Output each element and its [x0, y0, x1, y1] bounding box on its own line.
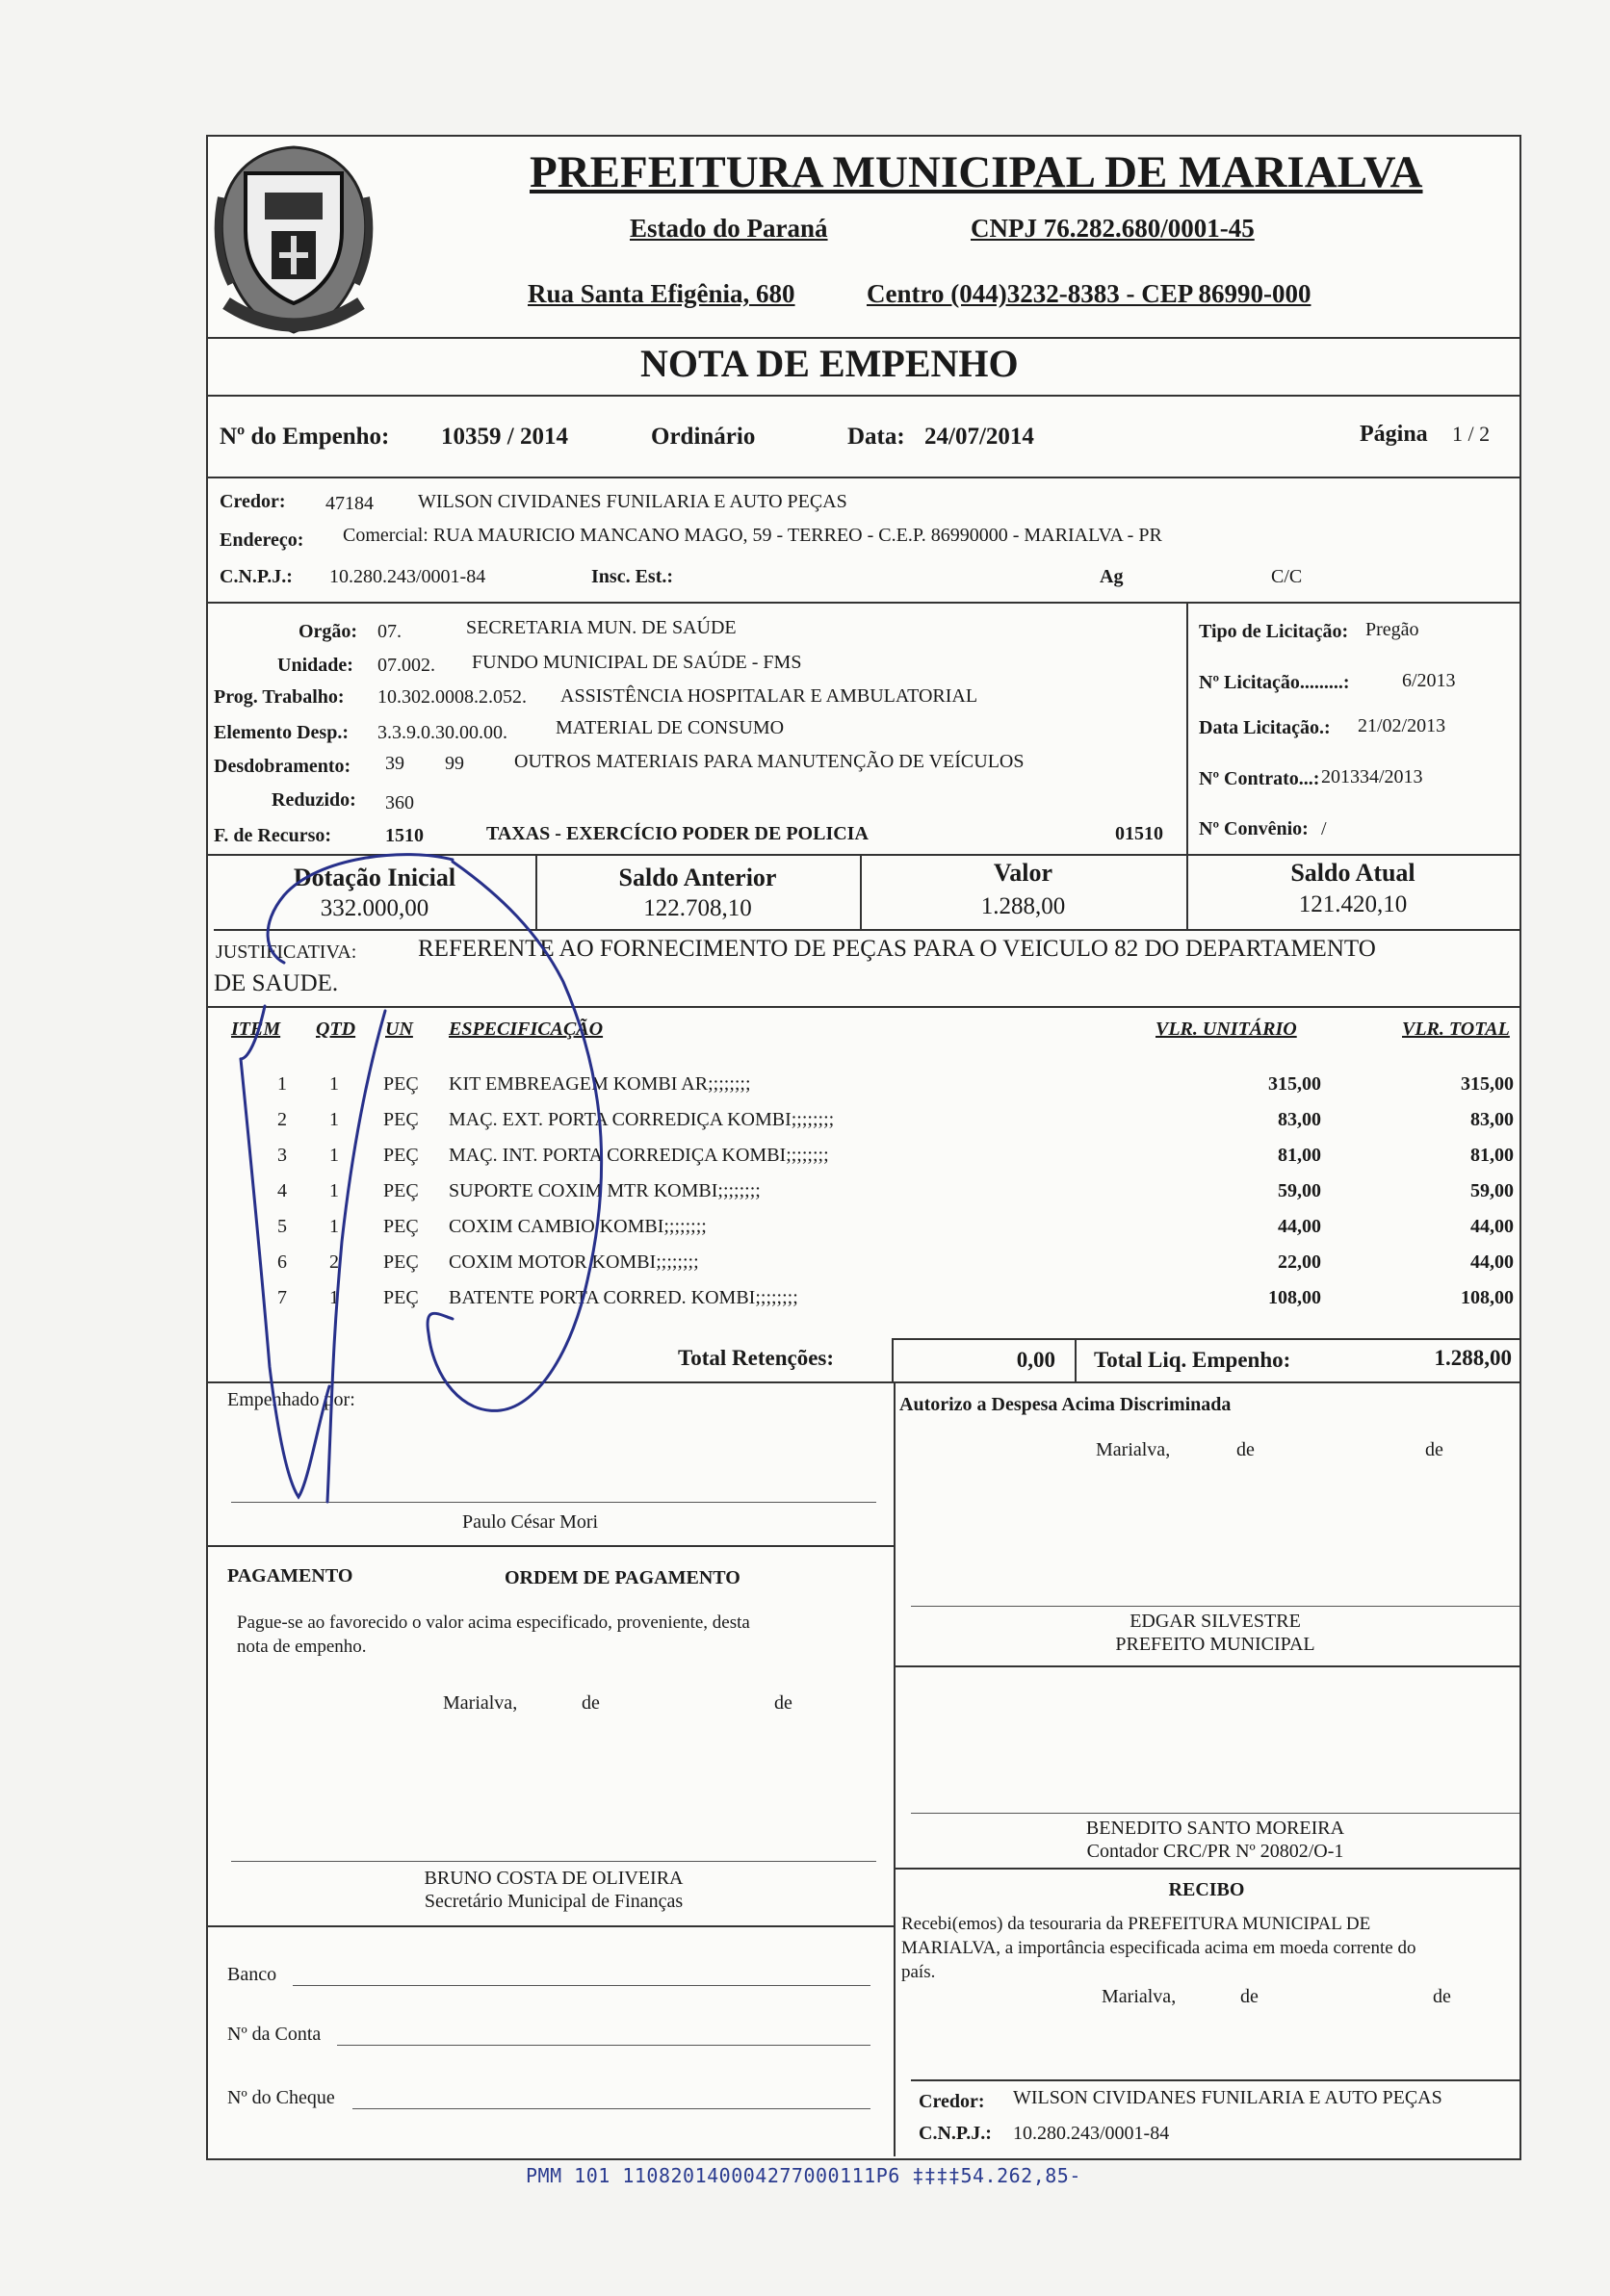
autorizo-label: Autorizo a Despesa Acima Discriminada [899, 1394, 1232, 1415]
col-total: VLR. TOTAL [1402, 1019, 1510, 1040]
row-un: PEÇ [383, 1180, 419, 1201]
liq-label: Total Liq. Empenho: [1094, 1348, 1291, 1372]
contador-title: Contador CRC/PR Nº 20802/O-1 [1086, 1841, 1344, 1862]
pague-de1: de [582, 1692, 600, 1714]
row-desc: COXIM MOTOR KOMBI;;;;;;;; [449, 1251, 699, 1273]
col-un: UN [385, 1019, 413, 1040]
row-item: 2 [277, 1109, 287, 1130]
recibo-cnpj-label: C.N.P.J.: [919, 2123, 992, 2144]
recibo-de2: de [1433, 1986, 1451, 2007]
saldo-atual-value: 121.420,10 [1298, 891, 1408, 917]
recurso-name: TAXAS - EXERCÍCIO PODER DE POLICIA [486, 823, 869, 844]
recurso-code: 1510 [385, 825, 424, 846]
saldo-atual-label: Saldo Atual [1290, 859, 1415, 887]
pague-text2: nota de empenho. [237, 1637, 367, 1657]
desd-name: OUTROS MATERIAIS PARA MANUTENÇÃO DE VEÍCULOS [514, 751, 1025, 772]
row-total: 44,00 [1470, 1216, 1514, 1237]
licitacao-num-label: Nº Licitação.........: [1199, 672, 1350, 693]
autorizo-de1: de [1236, 1439, 1255, 1460]
cnpj-label: C.N.P.J.: [220, 566, 293, 587]
elem-label: Elemento Desp.: [214, 722, 349, 743]
row-un: PEÇ [383, 1251, 419, 1273]
row-item: 6 [277, 1251, 287, 1273]
pague-place: Marialva, [443, 1692, 518, 1714]
retencoes-label: Total Retenções: [678, 1346, 835, 1370]
tipo-licitacao-label: Tipo de Licitação: [1199, 621, 1349, 642]
recurso-label: F. de Recurso: [214, 825, 332, 846]
row-un: PEÇ [383, 1216, 419, 1237]
empenho-date: 24/07/2014 [924, 424, 1034, 450]
col-qtd: QTD [316, 1019, 356, 1040]
conta-label: Nº da Conta [227, 2024, 322, 2045]
justificativa-text2: DE SAUDE. [214, 970, 339, 996]
prog-name: ASSISTÊNCIA HOSPITALAR E AMBULATORIAL [560, 685, 978, 707]
credor-name: WILSON CIVIDANES FUNILARIA E AUTO PEÇAS [418, 491, 847, 512]
convenio-label: Nº Convênio: [1199, 818, 1309, 839]
desd-label: Desdobramento: [214, 756, 351, 777]
reduzido-label: Reduzido: [272, 789, 356, 811]
contrato-value: 201334/2013 [1321, 766, 1423, 787]
banco-label: Banco [227, 1964, 277, 1985]
recibo-text2: MARIALVA, a importância especificada acima em moeda corrente do [901, 1938, 1416, 1958]
row-qtd: 1 [329, 1073, 339, 1095]
header-address: Rua Santa Efigênia, 680 [528, 279, 795, 308]
empenho-date-label: Data: [847, 424, 905, 450]
autorizo-place: Marialva, [1096, 1439, 1171, 1460]
valor-label: Valor [993, 859, 1053, 887]
autorizo-de2: de [1425, 1439, 1443, 1460]
row-qtd: 1 [329, 1180, 339, 1201]
reduzido-value: 360 [385, 792, 414, 813]
empenho-number: 10359 / 2014 [441, 424, 568, 450]
header-title: PREFEITURA MUNICIPAL DE MARIALVA [530, 147, 1423, 197]
saldo-anterior-label: Saldo Anterior [618, 864, 777, 891]
unidade-label: Unidade: [277, 655, 353, 676]
elem-name: MATERIAL DE CONSUMO [556, 717, 785, 738]
doc-title: NOTA DE EMPENHO [640, 342, 1019, 385]
row-unit: 315,00 [1268, 1073, 1321, 1095]
secretario-name: BRUNO COSTA DE OLIVEIRA [424, 1868, 684, 1889]
row-desc: COXIM CAMBIO KOMBI;;;;;;;; [449, 1216, 707, 1237]
row-qtd: 1 [329, 1145, 339, 1166]
row-desc: MAÇ. INT. PORTA CORREDIÇA KOMBI;;;;;;;; [449, 1145, 829, 1166]
row-unit: 81,00 [1278, 1145, 1321, 1166]
row-unit: 108,00 [1268, 1287, 1321, 1308]
pague-de2: de [774, 1692, 792, 1714]
prefeito-name: EDGAR SILVESTRE [1130, 1611, 1301, 1632]
licitacao-data-label: Data Licitação.: [1199, 717, 1331, 738]
row-qtd: 2 [329, 1251, 339, 1273]
row-item: 5 [277, 1216, 287, 1237]
valor-value: 1.288,00 [980, 893, 1066, 919]
row-desc: KIT EMBREAGEM KOMBI AR;;;;;;;; [449, 1073, 751, 1095]
saldo-anterior-value: 122.708,10 [643, 895, 752, 921]
row-item: 1 [277, 1073, 287, 1095]
row-un: PEÇ [383, 1073, 419, 1095]
row-unit: 22,00 [1278, 1251, 1321, 1273]
credor-code: 47184 [325, 493, 374, 514]
row-desc: MAÇ. EXT. PORTA CORREDIÇA KOMBI;;;;;;;; [449, 1109, 835, 1130]
insc-label: Insc. Est.: [591, 566, 674, 587]
dotacao-value: 332.000,00 [320, 895, 429, 921]
page-number: 1 / 2 [1452, 422, 1491, 446]
prog-code: 10.302.0008.2.052. [377, 686, 527, 708]
liq-value: 1.288,00 [1434, 1346, 1512, 1370]
licitacao-data: 21/02/2013 [1358, 715, 1446, 736]
col-espec: ESPECIFICAÇÃO [449, 1019, 604, 1040]
pague-text1: Pague-se ao favorecido o valor acima especificado, proveniente, desta [237, 1612, 750, 1633]
header-district: Centro (044)3232-8383 - CEP 86990-000 [867, 279, 1311, 308]
row-item: 3 [277, 1145, 287, 1166]
empenhado-label: Empenhado por: [227, 1389, 355, 1410]
footer-stamp: PMM 101 110820140004277000111P6 ‡‡‡‡54.262,85- [526, 2164, 1081, 2187]
orgao-name: SECRETARIA MUN. DE SAÚDE [466, 617, 737, 638]
row-qtd: 1 [329, 1216, 339, 1237]
row-total: 83,00 [1470, 1109, 1514, 1130]
page-label: Página [1360, 422, 1428, 447]
recibo-text1: Recebi(emos) da tesouraria da PREFEITURA MUNICIPAL DE [901, 1914, 1371, 1934]
empenho-number-label: Nº do Empenho: [220, 424, 390, 450]
desd-code2: 99 [445, 753, 464, 774]
recibo-credor-name: WILSON CIVIDANES FUNILARIA E AUTO PEÇAS [1013, 2087, 1442, 2108]
row-item: 4 [277, 1180, 287, 1201]
unidade-name: FUNDO MUNICIPAL DE SAÚDE - FMS [472, 652, 802, 673]
row-unit: 59,00 [1278, 1180, 1321, 1201]
row-qtd: 1 [329, 1287, 339, 1308]
row-un: PEÇ [383, 1287, 419, 1308]
secretario-title: Secretário Municipal de Finanças [424, 1891, 684, 1912]
credor-label: Credor: [220, 491, 286, 512]
elem-code: 3.3.9.0.30.00.00. [377, 722, 507, 743]
desd-code1: 39 [385, 753, 404, 774]
recurso-code2: 01510 [1115, 823, 1163, 844]
cheque-label: Nº do Cheque [227, 2087, 335, 2108]
prog-label: Prog. Trabalho: [214, 686, 345, 708]
recibo-label: RECIBO [1168, 1879, 1245, 1900]
row-total: 59,00 [1470, 1180, 1514, 1201]
address-label: Endereço: [220, 529, 304, 551]
justificativa-text1: REFERENTE AO FORNECIMENTO DE PEÇAS PARA O VEICULO 82 DO DEPARTAMENTO [418, 936, 1376, 962]
header-state: Estado do Paraná [630, 214, 828, 243]
credor-cnpj: 10.280.243/0001-84 [329, 566, 486, 587]
row-total: 315,00 [1461, 1073, 1514, 1095]
row-total: 44,00 [1470, 1251, 1514, 1273]
justificativa-label: JUSTIFICATIVA: [216, 942, 357, 963]
row-item: 7 [277, 1287, 287, 1308]
recibo-de1: de [1240, 1986, 1259, 2007]
prefeito-title: PREFEITO MUNICIPAL [1115, 1634, 1315, 1655]
col-item: ITEM [231, 1019, 281, 1040]
cc-label: C/C [1271, 566, 1303, 587]
recibo-cnpj: 10.280.243/0001-84 [1013, 2123, 1170, 2144]
ag-label: Ag [1100, 566, 1124, 587]
unidade-code: 07.002. [377, 655, 435, 676]
row-unit: 44,00 [1278, 1216, 1321, 1237]
credor-address: Comercial: RUA MAURICIO MANCANO MAGO, 59 - TERREO - C.E.P. 86990000 - MARIALVA - PR [343, 525, 1162, 546]
contador-name: BENEDITO SANTO MOREIRA [1085, 1818, 1345, 1839]
row-un: PEÇ [383, 1109, 419, 1130]
row-total: 81,00 [1470, 1145, 1514, 1166]
orgao-label: Orgão: [299, 621, 358, 642]
empenho-type: Ordinário [651, 424, 756, 450]
dotacao-label: Dotação Inicial [293, 864, 456, 891]
row-un: PEÇ [383, 1145, 419, 1166]
pagamento-label: PAGAMENTO [227, 1565, 353, 1587]
orgao-code: 07. [377, 621, 402, 642]
empenhado-name: Paulo César Mori [462, 1511, 599, 1533]
tipo-licitacao: Pregão [1365, 619, 1419, 640]
ordem-label: ORDEM DE PAGAMENTO [505, 1567, 740, 1588]
header-cnpj: CNPJ 76.282.680/0001-45 [971, 214, 1255, 243]
retencoes-value: 0,00 [1016, 1348, 1055, 1372]
recibo-place: Marialva, [1102, 1986, 1177, 2007]
recibo-text3: país. [901, 1962, 936, 1982]
row-desc: SUPORTE COXIM MTR KOMBI;;;;;;;; [449, 1180, 761, 1201]
licitacao-num: 6/2013 [1402, 670, 1456, 691]
col-unit: VLR. UNITÁRIO [1156, 1019, 1297, 1040]
row-qtd: 1 [329, 1109, 339, 1130]
row-total: 108,00 [1461, 1287, 1514, 1308]
row-unit: 83,00 [1278, 1109, 1321, 1130]
recibo-credor-label: Credor: [919, 2091, 985, 2112]
contrato-label: Nº Contrato...: [1199, 768, 1320, 789]
row-desc: BATENTE PORTA CORRED. KOMBI;;;;;;;; [449, 1287, 798, 1308]
convenio-value: / [1321, 818, 1327, 839]
